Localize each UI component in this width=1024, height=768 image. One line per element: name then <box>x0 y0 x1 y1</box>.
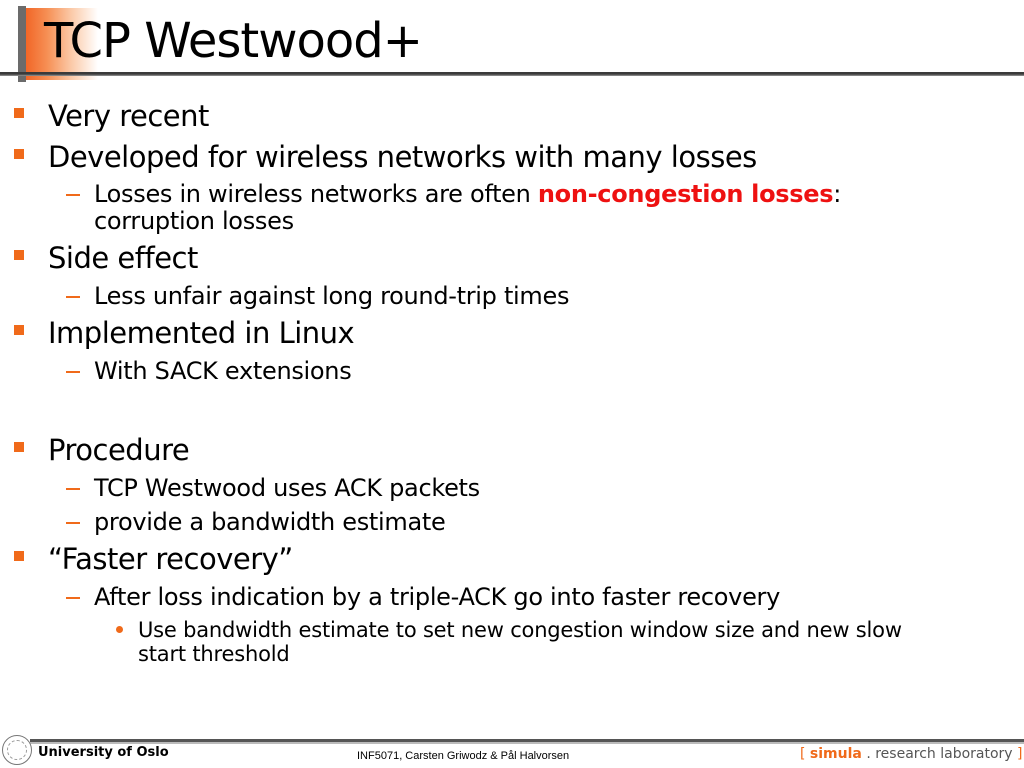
dash-bullet-icon <box>66 296 80 298</box>
dot-bullet-icon <box>116 626 123 633</box>
subsubbullet-use-bandwidth-line2: start threshold <box>138 642 290 666</box>
logo-bracket-open: [ <box>800 746 806 762</box>
dash-bullet-icon <box>66 488 80 490</box>
square-bullet-icon <box>14 250 24 260</box>
subbullet-colon: : <box>833 180 842 208</box>
logo-simula: simula <box>809 746 862 762</box>
footer-credit: INF5071, Carsten Griwodz & Pål Halvorsen <box>357 750 570 762</box>
subbullet-text: Losses in wireless networks are often <box>94 180 538 208</box>
logo-dot: . <box>866 746 871 762</box>
subbullet-ack-packets: TCP Westwood uses ACK packets <box>94 474 480 502</box>
bullet-procedure: Procedure <box>48 433 190 467</box>
square-bullet-icon <box>14 442 24 452</box>
bullet-implemented-linux: Implemented in Linux <box>48 316 355 350</box>
footer-rule-light <box>30 742 1024 744</box>
highlight-non-congestion-losses: non-congestion losses <box>537 180 834 208</box>
university-seal-inner <box>7 740 27 760</box>
dash-bullet-icon <box>66 597 80 599</box>
subbullet-with-sack: With SACK extensions <box>94 357 352 385</box>
square-bullet-icon <box>14 149 24 159</box>
subbullet-after-loss: After loss indication by a triple-ACK go into faster recovery <box>94 583 781 611</box>
dash-bullet-icon <box>66 371 80 373</box>
logo-bracket-close: ] <box>1017 746 1023 762</box>
subsubbullet-use-bandwidth: Use bandwidth estimate to set new congestion window size and new slow <box>138 618 902 642</box>
dash-bullet-icon <box>66 522 80 524</box>
subbullet-bandwidth-estimate: provide a bandwidth estimate <box>94 508 446 536</box>
logo-research-lab: research laboratory <box>875 746 1013 762</box>
bullet-developed-for-wireless: Developed for wireless networks with many losses <box>48 140 757 174</box>
footer-simula-logo <box>800 746 1023 762</box>
square-bullet-icon <box>14 108 24 118</box>
square-bullet-icon <box>14 551 24 561</box>
square-bullet-icon <box>14 325 24 335</box>
subbullet-losses-wireless-line2: corruption losses <box>94 207 294 235</box>
bullet-very-recent: Very recent <box>48 99 209 133</box>
footer-university: University of Oslo <box>38 745 169 760</box>
bullet-faster-recovery: “Faster recovery” <box>48 542 293 576</box>
dash-bullet-icon <box>66 194 80 196</box>
slide-title: TCP Westwood+ <box>44 13 422 69</box>
subbullet-losses-wireless <box>94 180 841 208</box>
subbullet-less-unfair: Less unfair against long round-trip times <box>94 282 570 310</box>
bullet-side-effect: Side effect <box>48 241 198 275</box>
